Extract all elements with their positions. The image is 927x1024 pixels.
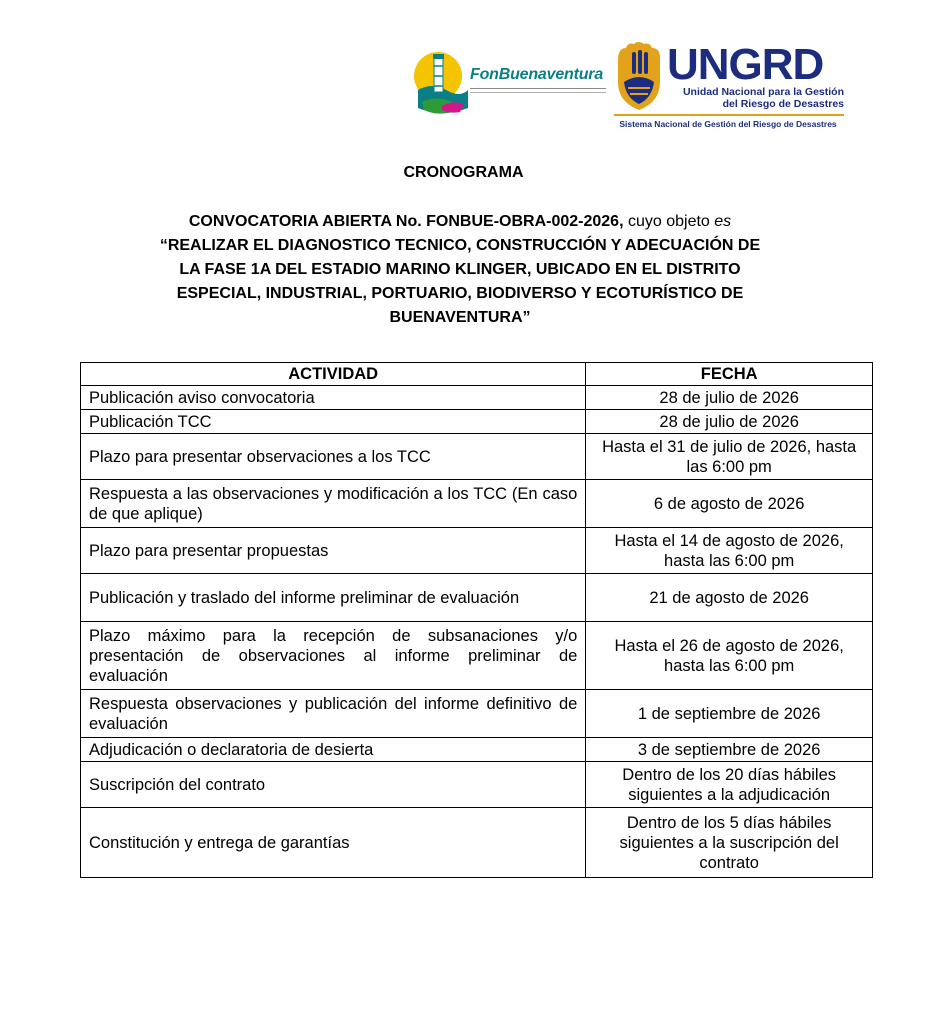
table-row	[81, 622, 873, 690]
schedule-table	[80, 362, 873, 878]
convocatoria-number: CONVOCATORIA ABIERTA No. FONBUE-OBRA-002-2026,	[188, 213, 624, 230]
cell-fecha: Hasta el 26 de agosto de 2026, hasta las 6:00 pm	[586, 622, 873, 690]
table-row	[81, 738, 873, 762]
table-row	[81, 410, 873, 434]
ungrd-wordmark: UNGRD	[667, 40, 824, 89]
table-row	[81, 480, 873, 528]
ungrd-subtitle	[668, 86, 844, 110]
ungrd-logo	[612, 42, 848, 134]
table-row	[81, 528, 873, 574]
table-row	[81, 808, 873, 878]
cell-actividad: Plazo para presentar observaciones a los TCC	[81, 434, 586, 480]
table-row	[81, 690, 873, 738]
table-row	[81, 434, 873, 480]
header-actividad: ACTIVIDAD	[81, 363, 586, 386]
cell-actividad: Constitución y entrega de garantías	[81, 808, 586, 878]
objective-line-1: “REALIZAR EL DIAGNOSTICO TECNICO, CONSTRUCCIÓN Y ADECUACIÓN DE	[159, 237, 761, 254]
cell-actividad: Plazo para presentar propuestas	[81, 528, 586, 574]
cell-fecha: 3 de septiembre de 2026	[586, 738, 873, 762]
fonbuenaventura-wordmark: FonBuenaventura	[470, 66, 604, 83]
ungrd-system-label: Sistema Nacional de Gestión del Riesgo de Desastres	[619, 119, 837, 129]
table-row	[81, 574, 873, 622]
fonbuenaventura-tagline	[470, 88, 606, 93]
cuyo-objeto-text: cuyo objeto	[627, 213, 710, 230]
cell-fecha: Hasta el 31 de julio de 2026, hasta las 6:00 pm	[586, 434, 873, 480]
cell-fecha: Dentro de los 5 días hábiles siguientes a la suscripción del contrato	[586, 808, 873, 878]
cell-fecha: Dentro de los 20 días hábiles siguientes a la adjudicación	[586, 762, 873, 808]
table-row	[81, 386, 873, 410]
cell-fecha: 21 de agosto de 2026	[586, 574, 873, 622]
cell-actividad: Respuesta observaciones y publicación del informe definitivo de evaluación	[81, 690, 586, 738]
table-header-row	[81, 363, 873, 386]
cell-actividad: Respuesta a las observaciones y modificación a los TCC (En caso de que aplique)	[81, 480, 586, 528]
objective-line-4: BUENAVENTURA”	[389, 309, 531, 326]
cell-fecha: 6 de agosto de 2026	[586, 480, 873, 528]
cell-actividad: Publicación TCC	[81, 410, 586, 434]
ungrd-subtitle-line2: del Riesgo de Desastres	[722, 98, 844, 110]
ungrd-subtitle-line1: Unidad Nacional para la Gestión	[682, 86, 844, 98]
page-title: CRONOGRAMA	[403, 164, 524, 181]
cell-actividad: Publicación aviso convocatoria	[81, 386, 586, 410]
cell-fecha: 28 de julio de 2026	[586, 410, 873, 434]
ungrd-divider	[614, 114, 844, 116]
cell-fecha: 28 de julio de 2026	[586, 386, 873, 410]
objective-line-2: LA FASE 1A DEL ESTADIO MARINO KLINGER, UBICADO EN EL DISTRITO	[179, 261, 741, 278]
cell-fecha: 1 de septiembre de 2026	[586, 690, 873, 738]
cell-actividad: Suscripción del contrato	[81, 762, 586, 808]
objective-line-3: ESPECIAL, INDUSTRIAL, PORTUARIO, BIODIVERSO Y ECOTURÍSTICO DE	[176, 285, 744, 302]
table-row	[81, 762, 873, 808]
ungrd-hand-emblem-icon	[612, 42, 666, 112]
convocatoria-objective	[60, 210, 860, 330]
cell-actividad: Publicación y traslado del informe preliminar de evaluación	[81, 574, 586, 622]
fonbuenaventura-logo	[412, 46, 608, 120]
cell-fecha: Hasta el 14 de agosto de 2026, hasta las 6:00 pm	[586, 528, 873, 574]
es-text: es	[714, 213, 732, 230]
header-fecha: FECHA	[586, 363, 873, 386]
lighthouse-icon	[412, 46, 468, 116]
cell-actividad: Plazo máximo para la recepción de subsanaciones y/o presentación de observaciones al informe preliminar de evaluación	[81, 622, 586, 690]
objective-line-0	[60, 210, 860, 234]
cell-actividad: Adjudicación o declaratoria de desierta	[81, 738, 586, 762]
